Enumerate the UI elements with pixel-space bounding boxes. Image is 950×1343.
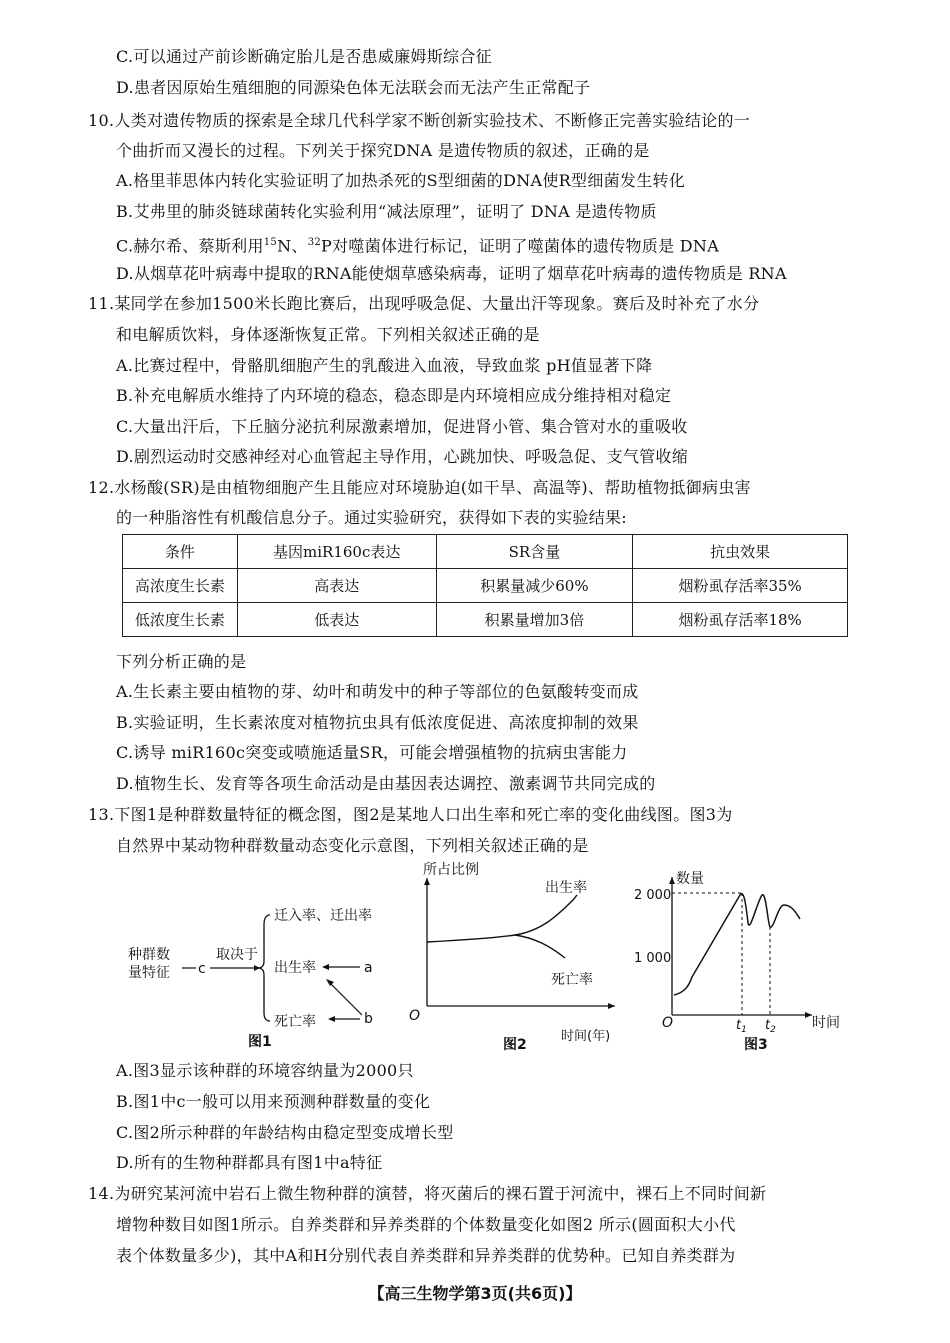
figure-3-population-curve (632, 865, 847, 1055)
table-cell: 积累量增加3倍 (436, 603, 633, 637)
q13-option-d: D.所有的生物种群都具有图1中a特征 (116, 1153, 383, 1172)
fig1-branch-birth: 出生率 (274, 960, 316, 976)
figure-2-rate-curves (405, 858, 635, 1053)
q13-option-c: C.图2所示种群的年龄结构由稳定型变成增长型 (116, 1123, 454, 1142)
fig1-branch-death: 死亡率 (274, 1014, 316, 1030)
fig3-population-curve-line (674, 894, 800, 995)
q9-option-d: D.患者因原始生殖细胞的同源染色体无法联会而无法产生正常配子 (116, 78, 591, 97)
fig1-caption: 图1 (248, 1034, 272, 1050)
q11-option-a: A.比赛过程中，骨骼肌细胞产生的乳酸进入血液，导致血浆 pH值显著下降 (116, 356, 653, 375)
fig1-branch-migration: 迁入率、迁出率 (274, 908, 372, 924)
page-footer: 【高三生物学第3页(共6页)】 (368, 1284, 582, 1303)
fig2-ylabel: 所占比例 (423, 862, 479, 878)
q13-stem-1: 13.下图1是种群数量特征的概念图，图2是某地人口出生率和死亡率的变化曲线图。图3为 (88, 805, 733, 824)
table-row (123, 569, 848, 603)
q11-option-b: B.补充电解质水维持了内环境的稳态，稳态即是内环境相应成分维持相对稳定 (116, 386, 672, 405)
fig3-x-arrow (805, 1012, 812, 1018)
fig2-birth-label: 出生率 (545, 880, 587, 896)
figure-1-concept-map (124, 895, 384, 1055)
table-header-cell: SR含量 (436, 535, 633, 569)
table-cell: 高表达 (237, 569, 436, 603)
q12-prompt: 下列分析正确的是 (116, 652, 247, 671)
fig3-t1-letter: t (736, 1018, 742, 1033)
q10c-text-3: P对噬菌体进行标记，证明了噬菌体的遗传物质是 DNA (321, 236, 720, 256)
q10c-sup-15: 15 (263, 237, 278, 248)
fig2-death-label: 死亡率 (551, 972, 593, 988)
table-cell: 积累量减少60% (436, 569, 633, 603)
q10-option-d: D.从烟草花叶病毒中提取的RNA能使烟草感染病毒，证明了烟草花叶病毒的遗传物质是 RNA (116, 264, 787, 283)
q11-option-c: C.大量出汗后，下丘脑分泌抗利尿激素增加，促进肾小管、集合管对水的重吸收 (116, 417, 688, 436)
q12-stem-1: 12.水杨酸(SR)是由植物细胞产生且能应对环境胁迫(如干旱、高温等)、帮助植物抵御病虫害 (88, 478, 751, 497)
fig1-node-b: b (364, 1011, 373, 1027)
table-header-cell: 条件 (123, 535, 238, 569)
fig2-birth-curve (427, 895, 577, 942)
fig1-root-line2: 量特征 (128, 965, 170, 981)
table-cell: 烟粉虱存活率18% (633, 603, 848, 637)
table-header-cell: 基因miR160c表达 (237, 535, 436, 569)
fig3-origin: O (662, 1015, 674, 1031)
fig2-xlabel: 时间(年) (561, 1029, 611, 1044)
table-cell: 低表达 (237, 603, 436, 637)
q11-option-d: D.剧烈运动时交感神经对心血管起主导作用，心跳加快、呼吸急促、支气管收缩 (116, 447, 689, 466)
fig1-arrowhead-b1 (326, 979, 334, 986)
fig2-y-arrow (424, 878, 430, 885)
q9-option-c: C.可以通过产前诊断确定胎儿是否患威廉姆斯综合征 (116, 47, 492, 66)
fig3-tick-1000: 1 000 (634, 951, 672, 966)
fig3-t2-letter: t (765, 1018, 771, 1033)
fig3-y-arrow (669, 877, 675, 884)
fig2-death-curve (515, 935, 565, 958)
q12-option-b: B.实验证明，生长素浓度对植物抗虫具有低浓度促进、高浓度抑制的效果 (116, 713, 639, 732)
fig1-arrow-b-birth (328, 981, 362, 1015)
fig3-t1-label (736, 1018, 747, 1035)
fig1-node-c: c (198, 961, 206, 977)
fig2-origin: O (409, 1008, 421, 1024)
fig1-arrowhead-a (322, 964, 329, 970)
fig1-arrowhead-b2 (328, 1016, 335, 1022)
fig1-root-line1: 种群数 (128, 947, 170, 963)
fig1-brace (258, 915, 270, 1021)
table-cell: 低浓度生长素 (123, 603, 238, 637)
fig3-ylabel: 数量 (676, 871, 704, 887)
table-row (123, 603, 848, 637)
fig1-node-a: a (364, 960, 373, 976)
fig3-t1-subscript: 1 (741, 1025, 747, 1035)
fig3-t2-subscript: 2 (770, 1025, 776, 1035)
q11-stem-1: 11.某同学在参加1500米长跑比赛后，出现呼吸急促、大量出汗等现象。赛后及时补充了水分 (88, 294, 760, 313)
q10-option-c (116, 232, 719, 257)
q14-stem-3: 表个体数量多少)，其中A和H分别代表自养类群和异养类群的优势种。已知自养类群为 (116, 1246, 736, 1265)
fig2-caption: 图2 (503, 1037, 527, 1053)
q10c-text-1: C.赫尔希、蔡斯利用 (116, 236, 264, 256)
q10-stem-1: 10.人类对遗传物质的探索是全球几代科学家不断创新实验技术、不断修正完善实验结论的一 (88, 111, 751, 130)
table-cell: 烟粉虱存活率35% (633, 569, 848, 603)
q13-option-b: B.图1中c一般可以用来预测种群数量的变化 (116, 1092, 431, 1111)
q14-stem-1: 14.为研究某河流中岩石上微生物种群的演替，将灭菌后的裸石置于河流中，裸石上不同时间新 (88, 1184, 767, 1203)
q10c-text-2: N、 (277, 236, 308, 256)
q12-stem-2: 的一种脂溶性有机酸信息分子。通过实验研究，获得如下表的实验结果: (116, 508, 627, 527)
q13-option-a: A.图3显示该种群的环境容纳量为2000只 (116, 1061, 414, 1080)
table-cell: 高浓度生长素 (123, 569, 238, 603)
q10-option-a: A.格里菲思体内转化实验证明了加热杀死的S型细菌的DNA使R型细菌发生转化 (116, 171, 686, 190)
q10-stem-2: 个曲折而又漫长的过程。下列关于探究DNA 是遗传物质的叙述，正确的是 (116, 141, 650, 160)
table-header-row (123, 535, 848, 569)
fig2-x-arrow (608, 1003, 615, 1009)
q11-stem-2: 和电解质饮料，身体逐渐恢复正常。下列相关叙述正确的是 (116, 325, 540, 344)
q12-option-c: C.诱导 miR160c突变或喷施适量SR，可能会增强植物的抗病虫害能力 (116, 743, 628, 762)
q14-stem-2: 增物种数目如图1所示。自养类群和异养类群的个体数量变化如图2 所示(圆面积大小代 (116, 1215, 736, 1234)
q10-option-b: B.艾弗里的肺炎链球菌转化实验利用“减法原理”，证明了 DNA 是遗传物质 (116, 202, 657, 221)
fig3-xlabel: 时间 (812, 1015, 840, 1031)
q13-stem-2: 自然界中某动物种群数量动态变化示意图，下列相关叙述正确的是 (116, 836, 589, 855)
q10c-sup-32: 32 (307, 237, 322, 248)
table-header-cell: 抗虫效果 (633, 535, 848, 569)
q12-option-d: D.植物生长、发育等各项生命活动是由基因表达调控、激素调节共同完成的 (116, 774, 656, 793)
fig3-t2-label (765, 1018, 776, 1035)
q12-option-a: A.生长素主要由植物的芽、幼叶和萌发中的种子等部位的色氨酸转变而成 (116, 682, 639, 701)
fig1-depends-label: 取决于 (216, 947, 258, 963)
fig3-caption: 图3 (744, 1037, 768, 1053)
experiment-table (122, 534, 848, 637)
fig3-tick-2000: 2 000 (634, 888, 672, 903)
